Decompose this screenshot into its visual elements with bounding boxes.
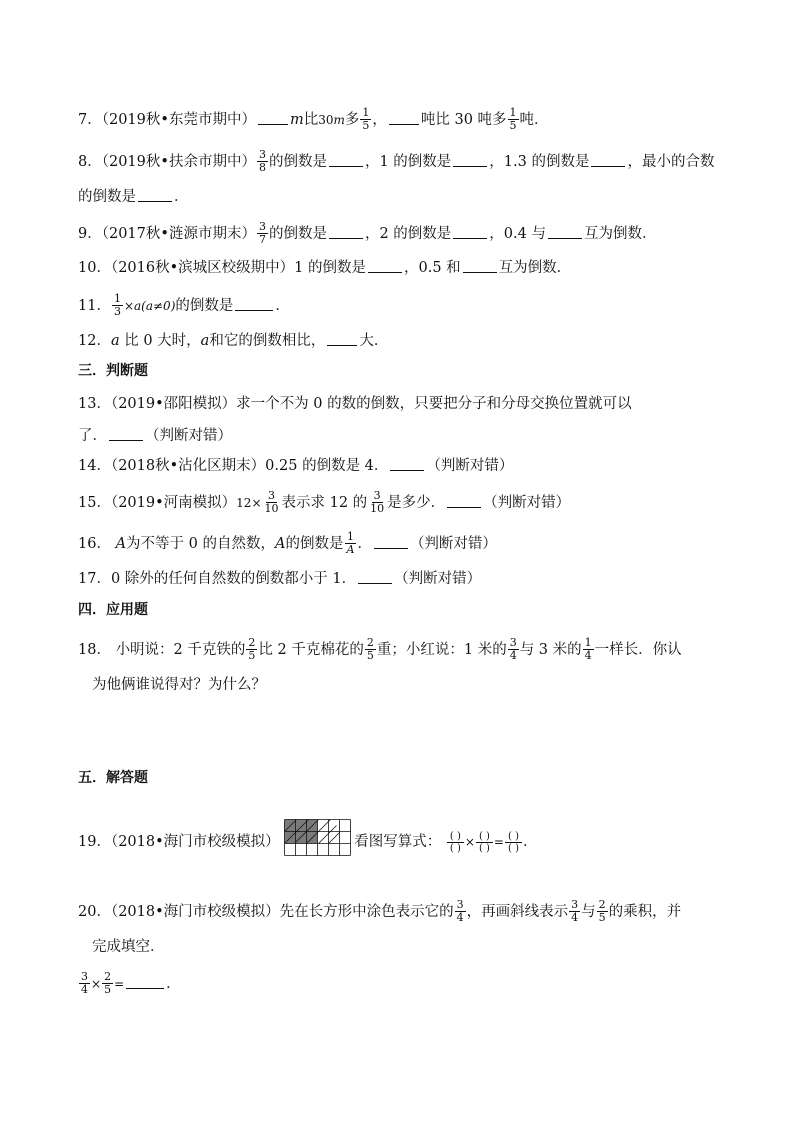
question-17: 17．0 除外的任何自然数的倒数都小于 1． （判断对错） — [78, 571, 482, 587]
fraction: $\frac{3}{8}$ — [258, 148, 266, 174]
fraction: $\frac{3}{4}$ — [81, 970, 88, 996]
answer-blank[interactable] — [453, 154, 487, 167]
answer-fraction[interactable]: $\frac{( )}{( )}$ — [476, 831, 493, 854]
question-14: 14．（2018秋•沾化区期末）0.25 的倒数是 4． （判断对错） — [78, 458, 514, 474]
answer-blank[interactable] — [548, 226, 582, 239]
answer-blank[interactable] — [235, 298, 273, 311]
fraction: $\frac{3}{7}$ — [258, 220, 266, 246]
fraction: $\frac{2}{5}$ — [366, 636, 374, 662]
section-heading-4: 四．应用题 — [78, 602, 148, 618]
question-18: 18． 小明说：2 千克铁的 $\frac{2}{5}$ 比 2 千克棉花的 $\frac{2}{5}$ 重；小红说：1 米的 $\frac{3}{4}$ 与 3 米的 $\frac{1}{4}$ 一样长．你认 — [78, 636, 682, 662]
question-20-equation: $\frac{3}{4}$ × $\frac{2}{5}$ = ． — [81, 970, 181, 996]
question-18-line-2: 为他俩谁说得对？为什么？ — [92, 677, 266, 693]
question-19: 19．（2018•海门市校级模拟） 看图写算式： $\frac{( )}{( )}$ × $\frac{( )}{( )}$ = $\frac{( )}{( )}$ ． — [78, 823, 537, 861]
fraction: $\frac{1}{A}$ — [346, 530, 355, 556]
fraction: $\frac{2}{5}$ — [598, 898, 606, 924]
fraction: $\frac{3}{4}$ — [571, 898, 579, 924]
fraction: $\frac{2}{5}$ — [104, 970, 112, 996]
question-11: 11． $\frac{1}{3}$ ×a(a≠0)的倒数是 ． — [78, 292, 290, 318]
question-15: 15．（2019•河南模拟）12× $\frac{3}{10}$ 表示求 12 的 $\frac{3}{10}$ 是多少． （判断对错） — [78, 489, 571, 515]
answer-blank[interactable] — [327, 333, 357, 346]
answer-blank[interactable] — [329, 154, 363, 167]
fraction: $\frac{1}{5}$ — [509, 106, 517, 132]
shaded-grid-figure — [284, 819, 352, 857]
answer-blank[interactable] — [138, 189, 172, 202]
question-12: 12．a 比 0 大时，a和它的倒数相比， 大． — [78, 333, 389, 349]
question-10: 10．（2016秋•滨城区校级期中）1 的倒数是 ，0.5 和 互为倒数． — [78, 260, 572, 276]
answer-fraction[interactable]: $\frac{( )}{( )}$ — [505, 831, 522, 854]
section-heading-3: 三．判断题 — [78, 363, 148, 379]
fraction: $\frac{2}{5}$ — [248, 636, 256, 662]
fraction: $\frac{1}{4}$ — [584, 636, 592, 662]
question-number: 7． — [78, 112, 102, 129]
question-8-line-2: 的倒数是 ． — [78, 189, 189, 205]
fraction: $\frac{1}{3}$ — [113, 292, 121, 318]
section-heading-5: 五．解答题 — [78, 770, 148, 786]
fraction: $\frac{3}{4}$ — [456, 898, 464, 924]
answer-blank[interactable] — [453, 226, 487, 239]
question-16: 16． A为不等于 0 的自然数，A的倒数是 $\frac{1}{A}$ ． （判断对错） — [78, 530, 497, 556]
answer-blank[interactable] — [447, 495, 481, 508]
answer-blank[interactable] — [374, 536, 408, 549]
question-13-line-2: 了． （判断对错） — [78, 428, 232, 444]
answer-blank[interactable] — [591, 154, 625, 167]
answer-blank[interactable] — [358, 571, 392, 584]
question-8: 8．（2019秋•扶余市期中） $\frac{3}{8}$ 的倒数是 ，1 的倒数是 ，1.3 的倒数是 ，最小的合数 — [78, 148, 715, 174]
answer-blank[interactable] — [389, 112, 419, 125]
answer-blank[interactable] — [258, 112, 288, 125]
answer-blank[interactable] — [109, 428, 143, 441]
fraction: $\frac{3}{4}$ — [509, 636, 517, 662]
answer-fraction[interactable]: $\frac{( )}{( )}$ — [447, 831, 464, 854]
question-9: 9．（2017秋•涟源市期末） $\frac{3}{7}$ 的倒数是 ，2 的倒数是 ，0.4 与 互为倒数． — [78, 220, 657, 246]
question-source: （2019秋•东莞市期中） — [101, 112, 256, 129]
fraction: $\frac{1}{5}$ — [362, 106, 370, 132]
question-7: 7．（2019秋•东莞市期中） m比30m多 $\frac{1}{5}$ ， 吨比 30 吨多 $\frac{1}{5}$ 吨． — [78, 106, 549, 132]
fraction: $\frac{3}{10}$ — [264, 489, 279, 515]
answer-blank[interactable] — [126, 976, 164, 989]
answer-blank[interactable] — [329, 226, 363, 239]
answer-blank[interactable] — [463, 260, 497, 273]
question-20: 20．（2018•海门市校级模拟）先在长方形中涂色表示它的 $\frac{3}{4}$ ，再画斜线表示 $\frac{3}{4}$ 与 $\frac{2}{5}$ 的乘积，并 — [78, 898, 682, 924]
question-13: 13．（2019•邵阳模拟）求一个不为 0 的数的倒数，只要把分子和分母交换位置就可以 — [78, 396, 632, 412]
fraction: $\frac{3}{10}$ — [370, 489, 385, 515]
question-20-line-2: 完成填空． — [92, 939, 165, 955]
answer-blank[interactable] — [390, 458, 424, 471]
answer-blank[interactable] — [368, 260, 402, 273]
